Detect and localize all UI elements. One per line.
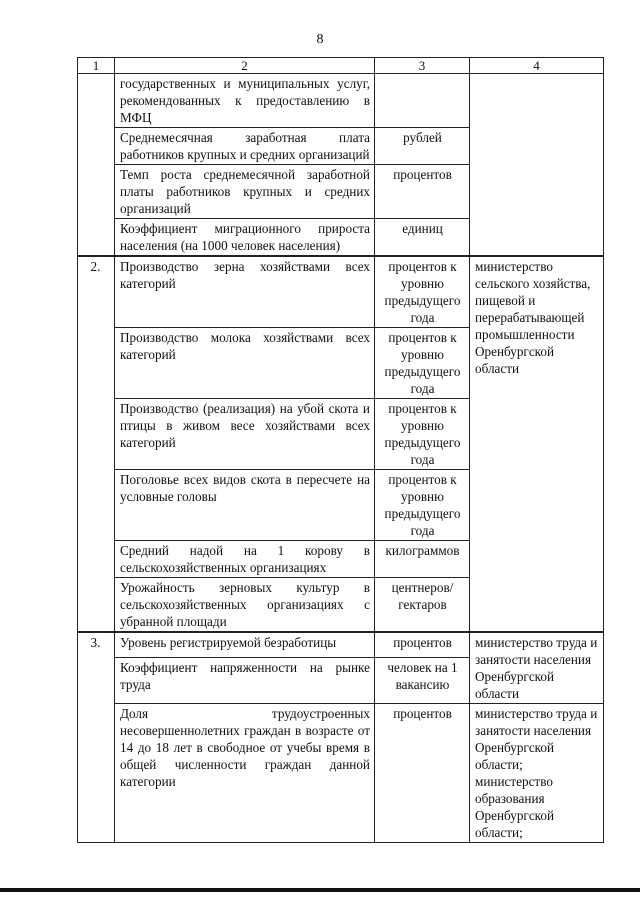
- unit-cell: [375, 74, 470, 128]
- table-row: [78, 256, 604, 328]
- indicator-cell: Производство молока хозяйствами всех категорий: [115, 328, 375, 399]
- header-col-4: 4: [470, 58, 604, 74]
- unit-cell: процентов к уровню предыдущего года: [375, 399, 470, 470]
- unit-cell: рублей: [375, 128, 470, 165]
- unit-cell: процентов к уровню предыдущего года: [375, 328, 470, 399]
- indicator-cell: Производство (реализация) на убой скота и птицы в живом весе хозяйствами всех категорий: [115, 399, 375, 470]
- header-col-3: 3: [375, 58, 470, 74]
- indicator-cell: Темп роста среднемесячной заработной платы работников крупных и средних организаций: [115, 165, 375, 219]
- indicator-cell: Уровень регистрируемой безработицы: [115, 632, 375, 657]
- indicator-cell: Средний надой на 1 корову в сельскохозяйственных организациях: [115, 541, 375, 578]
- bottom-rule: [0, 888, 640, 892]
- agency-cell: министерство труда и занятости населения Оренбургской области: [470, 632, 604, 704]
- indicator-cell: Производство зерна хозяйствами всех категорий: [115, 256, 375, 328]
- unit-cell: единиц: [375, 219, 470, 257]
- row-number: 2.: [78, 256, 115, 632]
- indicator-cell: Доля трудоустроенных несовершеннолетних граждан в возрасте от 14 до 18 лет в свободное от учебы время в общей численности граждан данной категории: [115, 704, 375, 843]
- unit-cell: процентов к уровню предыдущего года: [375, 470, 470, 541]
- header-col-1: 1: [78, 58, 115, 74]
- table-row: [78, 704, 604, 843]
- unit-cell: килограммов: [375, 541, 470, 578]
- agency-cell: [470, 74, 604, 257]
- unit-cell: процентов: [375, 704, 470, 843]
- page-number: 8: [316, 32, 324, 47]
- indicator-cell: Коэффициент напряженности на рынке труда: [115, 657, 375, 703]
- indicator-cell: Поголовье всех видов скота в пересчете на условные головы: [115, 470, 375, 541]
- unit-cell: человек на 1 вакансию: [375, 657, 470, 703]
- row-number: [78, 74, 115, 257]
- indicator-cell: Среднемесячная заработная плата работников крупных и средних организаций: [115, 128, 375, 165]
- unit-cell: процентов: [375, 632, 470, 657]
- agency-cell: министерство сельского хозяйства, пищевой и перерабатывающей промышленности Оренбургской области: [470, 256, 604, 632]
- indicator-cell: Коэффициент миграционного прироста населения (на 1000 человек населения): [115, 219, 375, 257]
- table-header-row: [78, 58, 604, 74]
- agency-cell: министерство труда и занятости населения Оренбургской области; министерство образования Оренбургской области;: [470, 704, 604, 843]
- indicator-cell: Урожайность зерновых культур в сельскохозяйственных организациях с убранной площади: [115, 578, 375, 633]
- unit-cell: центнеров/ гектаров: [375, 578, 470, 633]
- unit-cell: процентов: [375, 165, 470, 219]
- header-col-2: 2: [115, 58, 375, 74]
- row-number: 3.: [78, 632, 115, 843]
- indicators-table: [77, 57, 604, 843]
- unit-cell: процентов к уровню предыдущего года: [375, 256, 470, 328]
- table-row: [78, 632, 604, 657]
- table-row: [78, 74, 604, 128]
- indicator-cell: государственных и муниципальных услуг, рекомендованных к предоставлению в МФЦ: [115, 74, 375, 128]
